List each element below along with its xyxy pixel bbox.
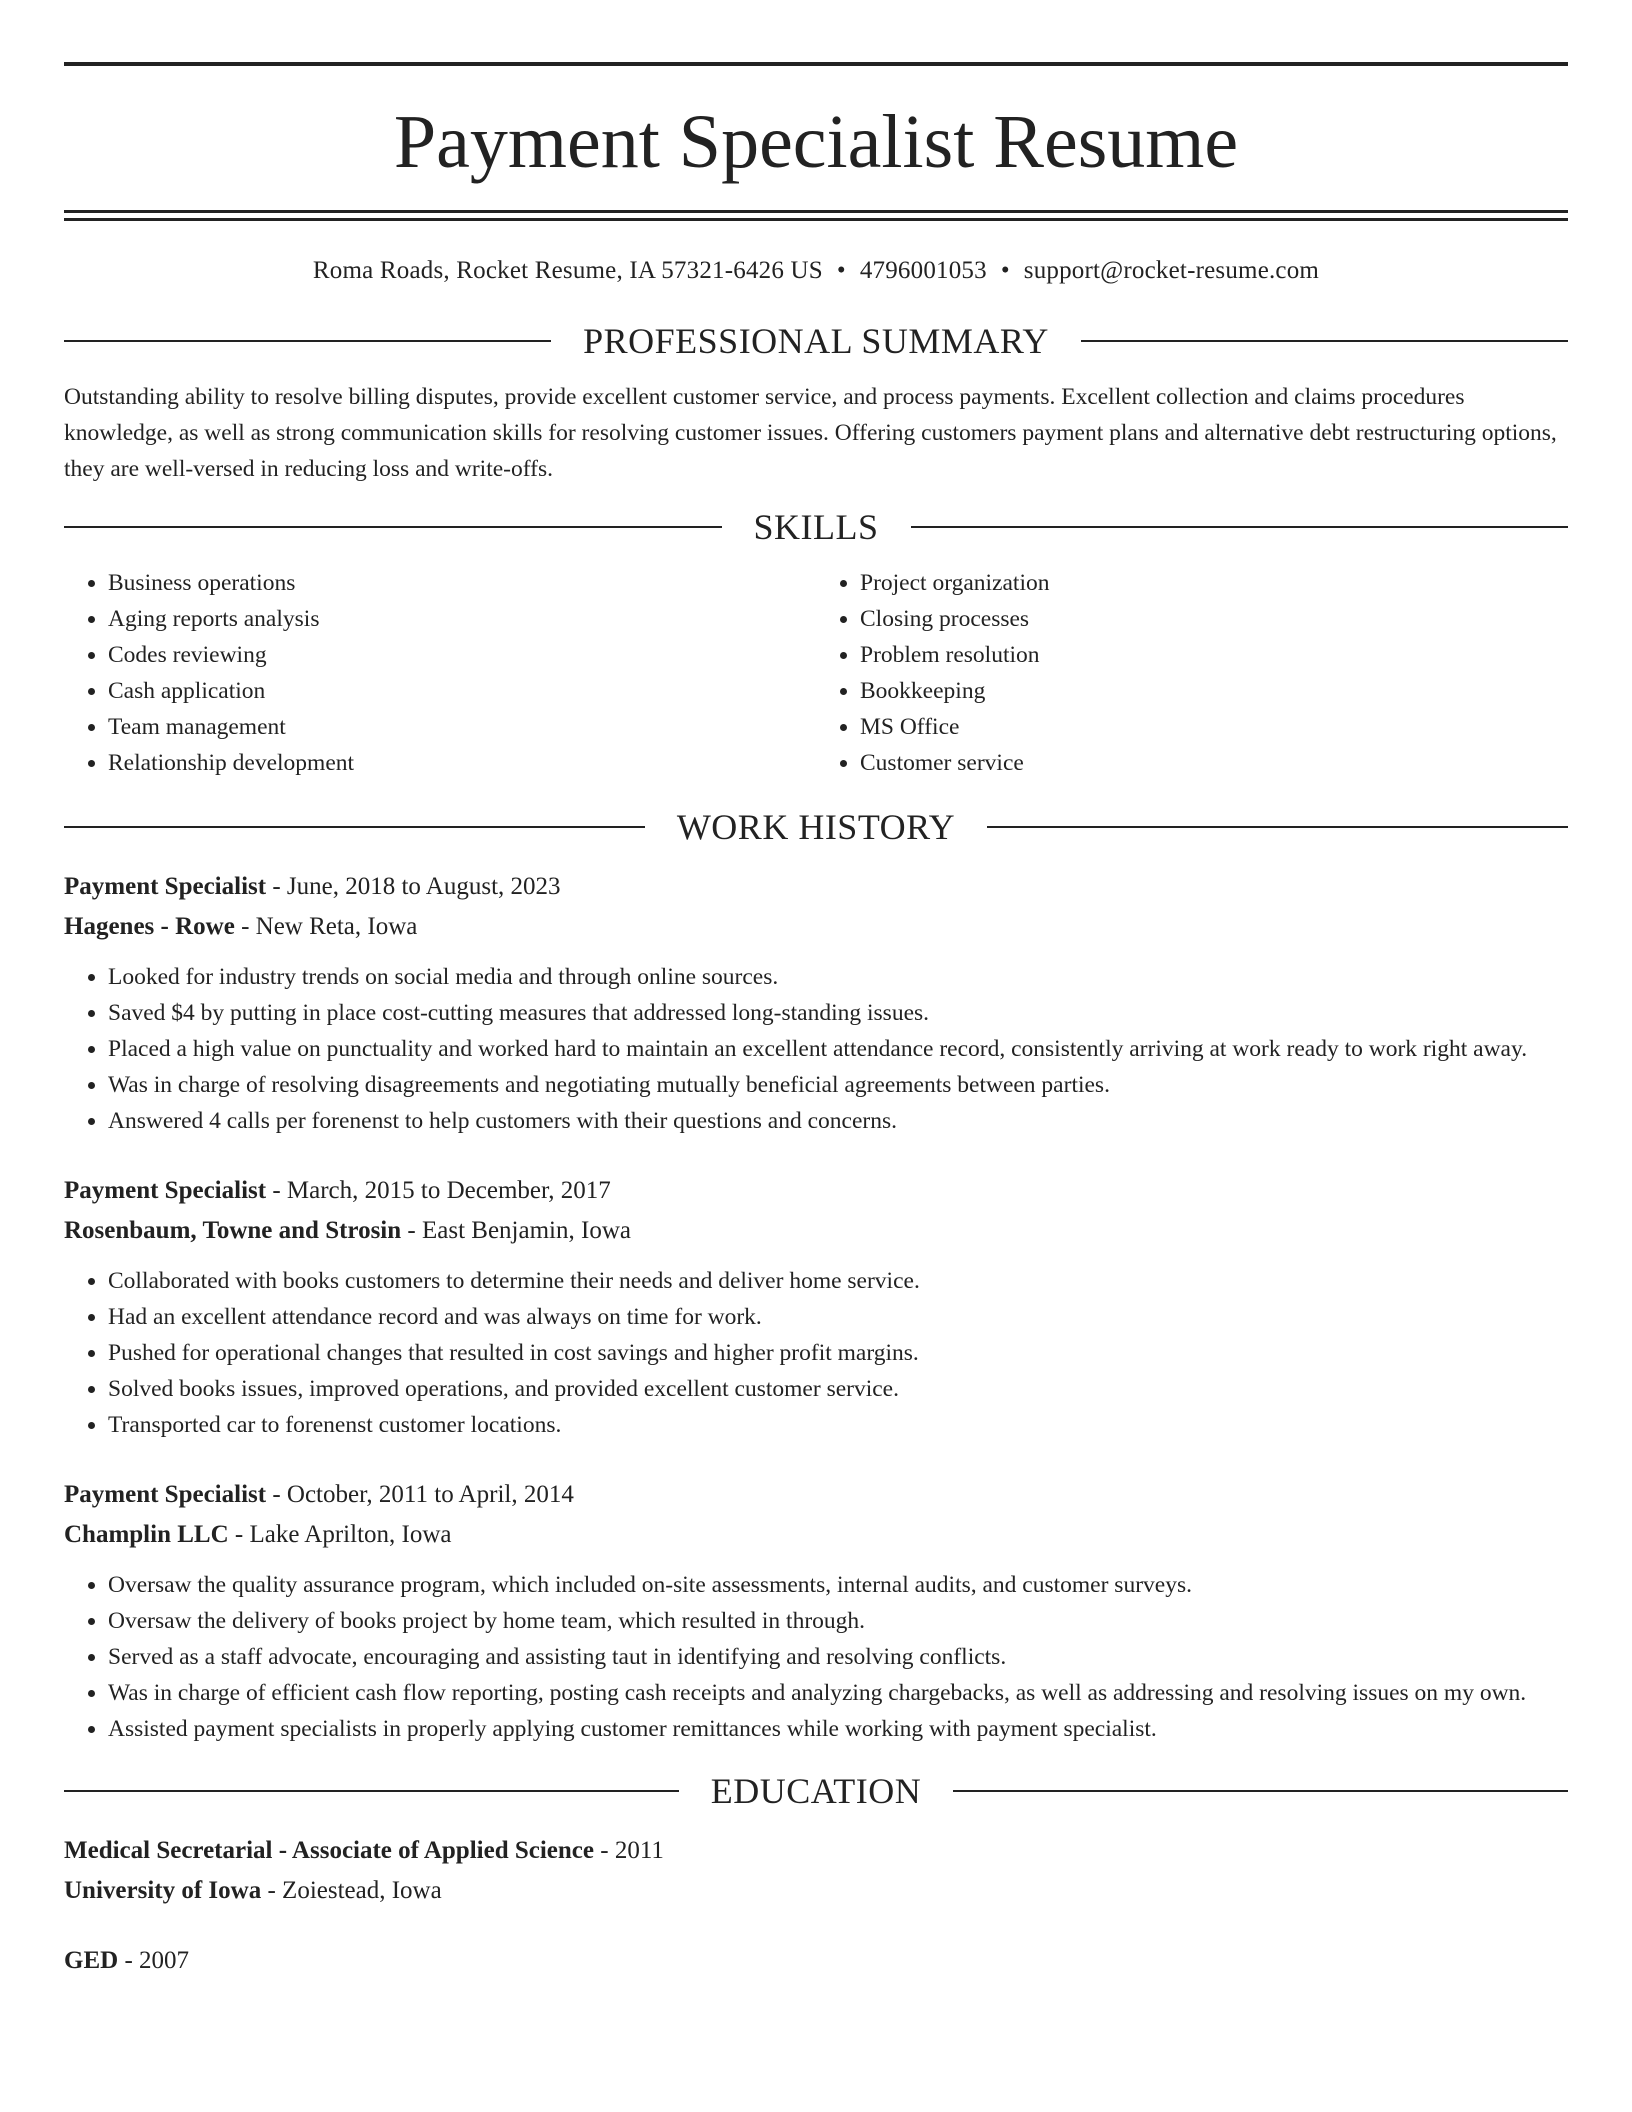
section-header-work [64, 809, 1568, 845]
job-title-line [64, 1475, 1568, 1515]
section-rule [911, 526, 1569, 528]
contact-phone: 4796001053 [859, 257, 987, 284]
education-degree-line [64, 1831, 1568, 1871]
contact-line [64, 257, 1568, 285]
job-entry [64, 1171, 1568, 1443]
education-degree-line [64, 1941, 1568, 1981]
skill-item: • Bookkeeping [860, 673, 1568, 709]
skills-list-left [64, 565, 816, 781]
skill-item: • Business operations [108, 565, 816, 601]
job-location: - Lake Aprilton, Iowa [228, 1521, 452, 1548]
job-company-line [64, 1515, 1568, 1555]
job-bullet: • Oversaw the delivery of books project by home team, which resulted in through. [108, 1603, 1568, 1639]
job-title-line [64, 1171, 1568, 1211]
contact-separator: • [836, 257, 846, 284]
section-rule [64, 526, 722, 528]
job-bullet: • Solved books issues, improved operations, and provided excellent customer service. [108, 1371, 1568, 1407]
contact-email: support@rocket-resume.com [1023, 257, 1320, 284]
contact-separator: • [1000, 257, 1010, 284]
section-rule [1081, 340, 1568, 342]
job-bullet: • Placed a high value on punctuality and worked hard to maintain an excellent attendance record, consistently arriving at work ready to work right away. [108, 1031, 1568, 1067]
job-bullet: • Answered 4 calls per forenenst to help customers with their questions and concerns. [108, 1103, 1568, 1139]
job-bullet: • Collaborated with books customers to determine their needs and deliver home service. [108, 1263, 1568, 1299]
education-year: - 2007 [118, 1947, 190, 1974]
skill-item: • Customer service [860, 745, 1568, 781]
job-dates: - March, 2015 to December, 2017 [266, 1177, 611, 1204]
job-bullets [64, 1263, 1568, 1443]
page-title: Payment Specialist Resume [393, 100, 1239, 184]
job-company: Hagenes - Rowe [64, 913, 235, 940]
skills-list-right [816, 565, 1568, 781]
section-title-education: EDUCATION [710, 1771, 922, 1811]
job-entry [64, 867, 1568, 1139]
section-rule [64, 1790, 679, 1792]
education-entry [64, 1941, 1568, 1981]
education-entry [64, 1831, 1568, 1911]
skill-item: • Project organization [860, 565, 1568, 601]
job-company-line [64, 1211, 1568, 1251]
job-bullets [64, 1567, 1568, 1747]
section-header-skills [64, 509, 1568, 545]
education-degree: GED [64, 1947, 119, 1974]
education-year: - 2011 [594, 1837, 664, 1864]
job-bullet: • Pushed for operational changes that resulted in cost savings and higher profit margins. [108, 1335, 1568, 1371]
job-title: Payment Specialist [64, 1177, 267, 1204]
skill-item: • Problem resolution [860, 637, 1568, 673]
skill-item: • MS Office [860, 709, 1568, 745]
job-location: - New Reta, Iowa [234, 913, 418, 940]
education-location: - Zoiestead, Iowa [261, 1877, 442, 1904]
job-bullets [64, 959, 1568, 1139]
job-location: - East Benjamin, Iowa [401, 1217, 631, 1244]
job-company: Champlin LLC [64, 1521, 229, 1548]
section-title-summary: PROFESSIONAL SUMMARY [583, 321, 1049, 361]
job-title: Payment Specialist [64, 1481, 267, 1508]
job-bullet: • Was in charge of efficient cash flow reporting, posting cash receipts and analyzing chargebacks, as well as addressing and resolving issues on my own. [108, 1675, 1568, 1711]
summary-text: Outstanding ability to resolve billing disputes, provide excellent customer service, and process payments. Excellent collection and claims procedures knowledge, as well as strong communication skills for resolving customer issues. Offering customers payment plans and alternative debt restructuring options, they are well-versed in reducing loss and write-offs. [64, 384, 1557, 482]
skill-item: • Codes reviewing [108, 637, 816, 673]
skill-item: • Closing processes [860, 601, 1568, 637]
contact-address: Roma Roads, Rocket Resume, IA 57321-6426 US [312, 257, 823, 284]
job-company: Rosenbaum, Towne and Strosin [64, 1217, 402, 1244]
section-rule [64, 826, 645, 828]
skill-item: • Cash application [108, 673, 816, 709]
job-dates: - June, 2018 to August, 2023 [266, 873, 561, 900]
job-bullet: • Assisted payment specialists in properly applying customer remittances while working with payment specialist. [108, 1711, 1568, 1747]
skill-item: • Relationship development [108, 745, 816, 781]
job-title-line [64, 867, 1568, 907]
job-bullet: • Oversaw the quality assurance program, which included on-site assessments, internal audits, and customer surveys. [108, 1567, 1568, 1603]
job-dates: - October, 2011 to April, 2014 [266, 1481, 574, 1508]
top-rule [64, 62, 1568, 66]
skills-columns [64, 565, 1568, 781]
education-school: University of Iowa [64, 1877, 262, 1904]
job-company-line [64, 907, 1568, 947]
job-bullet: • Had an excellent attendance record and was always on time for work. [108, 1299, 1568, 1335]
job-bullet: • Served as a staff advocate, encouraging and assisting taut in identifying and resolving conflicts. [108, 1639, 1568, 1675]
section-rule [987, 826, 1568, 828]
education-school-line [64, 1871, 1568, 1911]
section-rule [64, 340, 551, 342]
section-header-education [64, 1773, 1568, 1809]
job-title: Payment Specialist [64, 873, 267, 900]
section-title-skills: SKILLS [753, 507, 879, 547]
skill-item: • Aging reports analysis [108, 601, 816, 637]
job-entry [64, 1475, 1568, 1747]
section-title-work: WORK HISTORY [676, 807, 956, 847]
job-bullet: • Saved $4 by putting in place cost-cutting measures that addressed long-standing issues. [108, 995, 1568, 1031]
education-degree: Medical Secretarial - Associate of Applied Science [64, 1837, 594, 1864]
job-bullet: • Transported car to forenenst customer locations. [108, 1407, 1568, 1443]
job-bullet: • Was in charge of resolving disagreements and negotiating mutually beneficial agreements between parties. [108, 1067, 1568, 1103]
section-rule [953, 1790, 1568, 1792]
title-double-rule [64, 210, 1568, 221]
section-header-summary [64, 323, 1568, 359]
skill-item: • Team management [108, 709, 816, 745]
job-bullet: • Looked for industry trends on social media and through online sources. [108, 959, 1568, 995]
